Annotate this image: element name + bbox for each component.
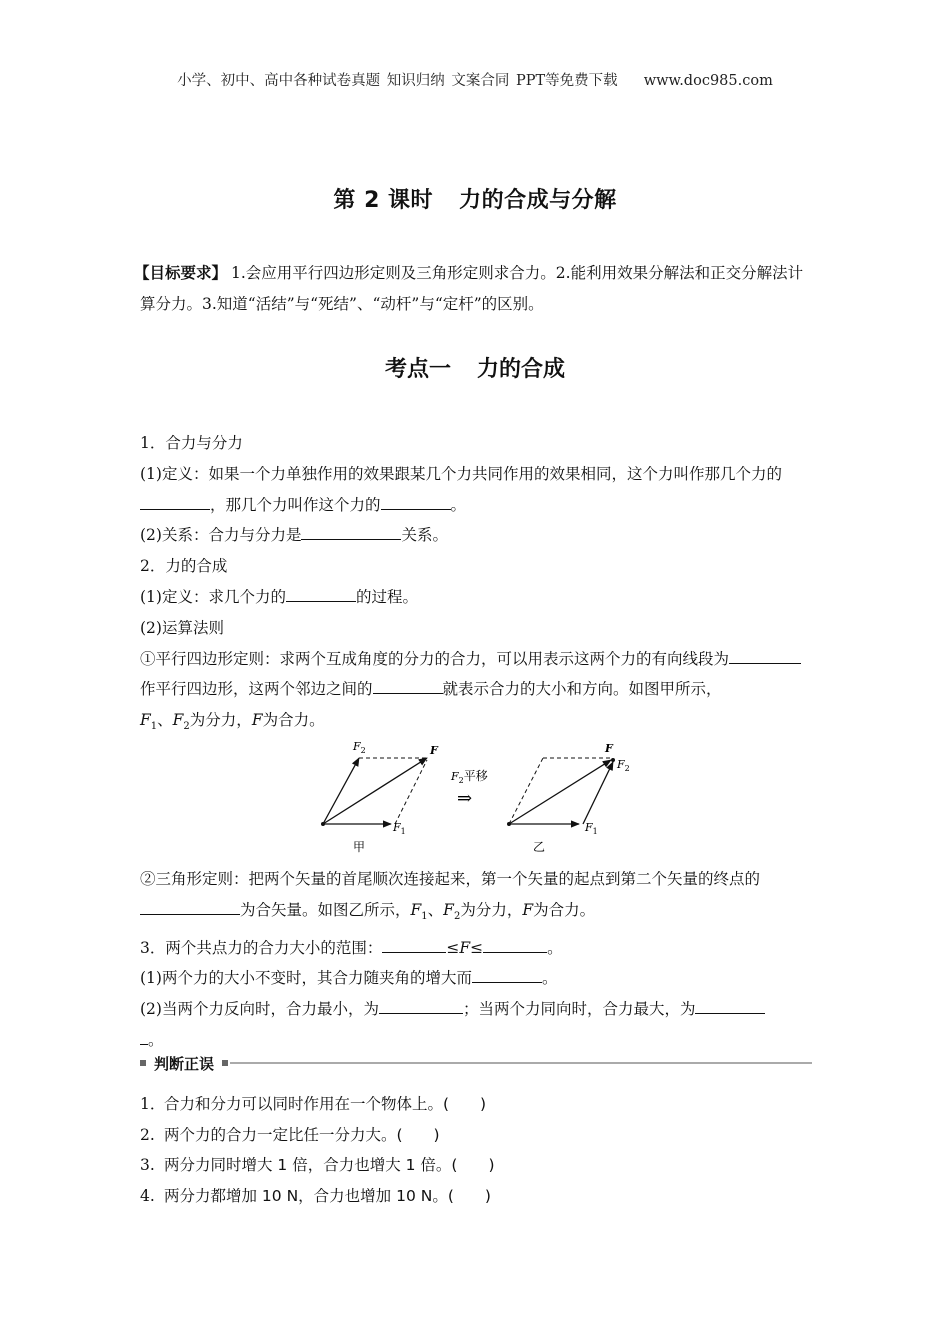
label-f1-right: $F_1$: [585, 821, 598, 836]
label-f2-left: $F_2$: [353, 740, 366, 755]
blank-5a: [729, 647, 765, 664]
judge-item: 4. 两分力都增加 10 N，合力也增加 10 N。( ): [140, 1186, 491, 1205]
blank-4: [286, 585, 356, 602]
vector-f-right: [509, 760, 611, 824]
vector-f2-left: [323, 758, 359, 824]
parallelogram-diagram-left: [321, 740, 439, 854]
parallelogram-rule: ①平行四边形定则：求两个互成角度的分力的合力，可以用表示这两个力的有向线段为作平行四边形，这两个邻边之间的 就表示合力的大小和方向。如图甲所示， $F_1$、$F_2$为分力，F为合力。: [140, 644, 812, 743]
lesson-title-number: 第 2 课时: [333, 188, 434, 213]
range-item-2: (2)当两个力反向时，合力最小，为 ；当两个力同向时，合力最大，为 。: [140, 994, 812, 1056]
square-bullet-icon: [140, 1060, 146, 1066]
caption-left: 甲: [353, 840, 366, 854]
header-text: 小学、初中、高中各种试卷真题 知识归纳 文案合同 PPT等免费下载: [177, 73, 618, 89]
goal-text: 1.会应用平行四边形定则及三角形定则求合力。2.能利用效果分解法和正交分解法计算分力。3.知道“活结”与“死结”、“动杆”与“定杆”的区别。: [140, 264, 804, 313]
caption-right: 乙: [533, 840, 546, 854]
blank-9: [483, 936, 547, 953]
force-diagram: [315, 738, 645, 858]
blank-11: [379, 997, 463, 1014]
goal-requirements: [134, 258, 812, 320]
label-f-right: F: [605, 742, 613, 755]
range-heading: 3．两个共点力的合力大小的范围： ≤F≤ 。: [140, 933, 812, 964]
blank-8: [382, 936, 446, 953]
shift-arrow: [450, 769, 488, 809]
content-block-2: [140, 864, 812, 1056]
vector-f2-right: [583, 762, 613, 824]
judge-list: [140, 1089, 812, 1211]
relation-paragraph: (2)关系：合力与分力是 关系。: [140, 520, 812, 551]
label-f1-left: $F_1$: [393, 821, 406, 836]
judge-item: 3. 两分力同时增大 1 倍，合力也增大 1 倍。( ): [140, 1156, 495, 1174]
heading-composition: 2．力的合成: [140, 557, 228, 576]
judge-section-header: [140, 1053, 812, 1073]
section-title: [0, 352, 950, 383]
lesson-title: [0, 183, 950, 214]
heading-resultant-component: 1．合力与分力: [140, 434, 243, 452]
blank-3: [301, 523, 401, 540]
section-text: 力的合成: [477, 357, 566, 382]
triangle-diagram-right: [507, 742, 630, 854]
divider-line: [230, 1062, 812, 1064]
range-item-1: (1)两个力的大小不变时，其合力随夹角的增大而 。: [140, 963, 812, 994]
label-f2-right: $F_2$: [617, 758, 630, 773]
blank-12a: [695, 997, 765, 1014]
judge-item: 1．合力和分力可以同时作用在一个物体上。( ): [140, 1095, 487, 1113]
lesson-title-text: 力的合成与分解: [459, 188, 617, 213]
blank-5b: [765, 647, 801, 664]
goal-tag: 【目标要求】: [134, 264, 228, 282]
content-block-1: [140, 428, 812, 743]
blank-1: [140, 493, 210, 510]
rule-heading: (2)运算法则: [140, 618, 224, 637]
blank-10: [472, 966, 542, 983]
triangle-rule: ②三角形定则：把两个矢量的首尾顺次连接起来，第一个矢量的起点到第二个矢量的终点的 为合矢量。如图乙所示，$F_1$、$F_2$为分力，F为合力。: [140, 870, 761, 922]
page-header: [0, 69, 950, 90]
definition-paragraph: (1)定义：如果一个力单独作用的效果跟某几个力共同作用的效果相同，这个力叫作那几个力的，那几个力叫作这个力的 。: [140, 464, 782, 514]
blank-6: [373, 677, 443, 694]
svg-text:F2平移: $F_2$平移: [451, 769, 488, 785]
blank-2: [381, 493, 451, 510]
double-arrow: ⇒: [457, 788, 473, 809]
judge-label: 判断正误: [154, 1054, 215, 1073]
judge-item: 2. 两个力的合力一定比任一分力大。( ): [140, 1125, 440, 1144]
section-number: 考点一: [384, 357, 451, 382]
header-url[interactable]: www.doc985.com: [643, 73, 773, 89]
label-f-left: F: [430, 744, 438, 757]
blank-12b: [140, 1028, 148, 1045]
dashed-edge-right-left: [395, 760, 427, 824]
blank-7: [140, 898, 240, 915]
square-bullet-icon: [222, 1060, 228, 1066]
composition-definition: (1)定义：求几个力的 的过程。: [140, 582, 812, 613]
